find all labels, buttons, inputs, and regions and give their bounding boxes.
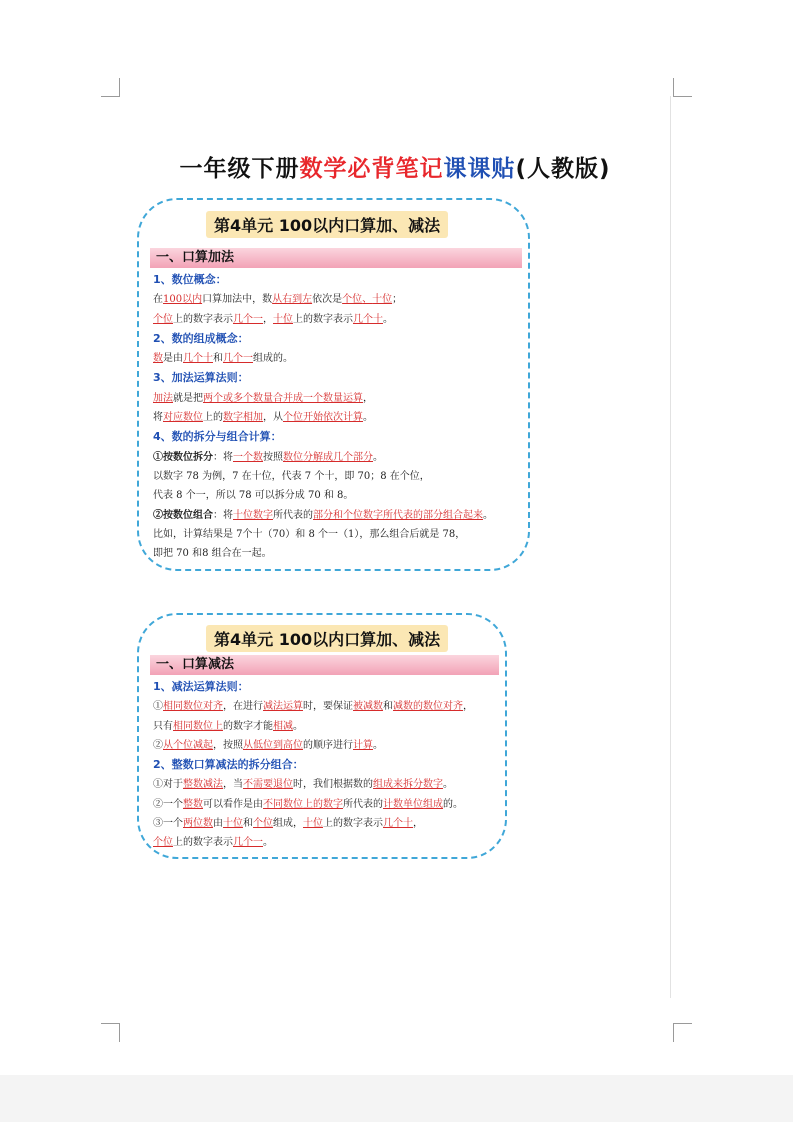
text-line	[153, 544, 493, 563]
text-fragment: 以数字 78 为例，7 在十位，代表 7 个十，即 70；8 在个位，	[153, 470, 430, 482]
key-term: 不需要退位	[243, 779, 293, 791]
text-fragment: 和	[243, 818, 253, 830]
text-fragment: ③一个	[153, 818, 183, 830]
key-term: 个位	[153, 313, 173, 325]
crop-mark-bottom-left	[101, 1023, 120, 1042]
key-term: 一个数	[233, 451, 263, 463]
text-fragment: ，	[363, 392, 373, 404]
key-term: 几个一	[223, 353, 253, 365]
key-term: 几个十	[353, 313, 383, 325]
text-fragment: 比如，计算结果是 7个十（70）和 8 个一（1），那么组合后就是 78，	[153, 528, 466, 540]
text-fragment: ：将	[213, 509, 233, 521]
crop-mark-top-left	[101, 78, 120, 97]
key-term: 个位	[153, 837, 173, 849]
text-line	[153, 389, 493, 408]
section-header: 一、口算加法	[150, 248, 522, 268]
unit-title: 第4单元 100以内口算加、减法	[206, 625, 448, 652]
page-edge-line	[670, 96, 671, 998]
text-fragment: ：将	[213, 451, 233, 463]
key-term: 十位	[223, 818, 243, 830]
key-term: 减数的数位对齐	[393, 701, 463, 713]
key-term: 个位	[342, 294, 363, 306]
text-fragment: ；	[392, 294, 403, 306]
text-fragment: 只有	[153, 720, 173, 732]
text-fragment: 依次是	[312, 294, 343, 306]
text-line	[153, 775, 473, 794]
key-term: 十位	[303, 818, 323, 830]
text-fragment: ，按照	[213, 739, 243, 751]
text-fragment: 2、数的组成概念：	[153, 331, 249, 345]
key-term: 十位数字	[233, 509, 273, 521]
text-line	[153, 814, 473, 833]
text-line	[153, 717, 473, 736]
key-term: 十位	[273, 313, 293, 325]
key-term: 两个或多个数量合并成一个数量运算	[203, 392, 363, 404]
text-fragment: ①对于	[153, 779, 183, 791]
key-term: 两位数	[183, 818, 213, 830]
text-fragment: 组成的。	[253, 353, 293, 365]
text-fragment: 2、整数口算减法的拆分组合：	[153, 758, 304, 772]
text-fragment: 在	[153, 294, 163, 306]
key-term: 几个十	[183, 353, 213, 365]
text-fragment: 。	[263, 837, 273, 849]
key-term: 相同数位上	[173, 720, 223, 732]
card-body	[153, 677, 473, 853]
text-fragment: 上的数字表示	[173, 313, 233, 325]
text-line	[153, 795, 473, 814]
text-fragment: 可以看作是由	[203, 798, 263, 810]
text-fragment: 和	[213, 353, 223, 365]
text-fragment: 1、数位概念：	[153, 273, 227, 286]
text-fragment: ，	[463, 701, 473, 713]
text-line	[153, 448, 493, 467]
key-term: 几个一	[233, 313, 263, 325]
text-fragment: 。	[363, 412, 373, 424]
text-fragment: 时，我们根据数的	[293, 779, 373, 791]
key-term: 不同数位上的数字	[263, 798, 343, 810]
text-fragment: 。	[383, 313, 393, 325]
key-term: 数字相加	[223, 412, 263, 424]
crop-mark-bottom-right	[673, 1023, 692, 1042]
key-term: 相减	[273, 720, 293, 732]
title-part4: (人教版)	[515, 156, 611, 182]
text-fragment: 的顺序进行	[303, 739, 353, 751]
key-term: 数	[153, 353, 163, 365]
text-fragment: 将	[153, 412, 163, 424]
crop-mark-top-right	[673, 78, 692, 97]
key-term: 从右到左	[272, 294, 313, 306]
text-fragment: 的数字才能	[223, 720, 273, 732]
text-fragment: 上的	[203, 412, 223, 424]
text-fragment: 。	[443, 779, 453, 791]
text-fragment: 由	[213, 818, 223, 830]
text-fragment: 按照	[263, 451, 283, 463]
text-fragment: 组成，	[273, 818, 303, 830]
text-line	[153, 349, 493, 368]
text-line	[153, 833, 473, 852]
key-term: 数位分解成几个部分	[283, 451, 373, 463]
note-card-addition	[137, 198, 530, 571]
text-fragment: ，当	[223, 779, 243, 791]
text-line	[153, 467, 493, 486]
key-term: 加法	[153, 392, 173, 404]
text-fragment: ，从	[263, 412, 283, 424]
key-term: 减法运算	[263, 701, 303, 713]
key-term: 整数减法	[183, 779, 223, 791]
text-fragment: 。	[373, 739, 383, 751]
text-fragment: 和	[383, 701, 393, 713]
heading-line	[153, 755, 473, 775]
page-title	[120, 150, 670, 183]
text-fragment: 。	[483, 509, 493, 521]
title-part3: 课课贴	[443, 156, 516, 182]
text-fragment: ，	[413, 818, 423, 830]
text-line	[153, 506, 493, 525]
key-term: 组成来拆分数字	[373, 779, 443, 791]
key-term: 十位	[372, 294, 393, 306]
text-fragment: 是由	[163, 353, 183, 365]
text-fragment: ②按数位组合	[153, 509, 213, 521]
section-header: 一、口算减法	[150, 655, 499, 675]
note-card-subtraction	[137, 613, 507, 859]
page-bottom-margin	[0, 1075, 793, 1122]
key-term: 计数单位组成	[383, 798, 443, 810]
key-term: 个位	[253, 818, 273, 830]
card-body	[153, 270, 493, 563]
title-part1: 一年级下册	[179, 156, 300, 182]
key-term: 、	[362, 294, 373, 306]
text-line	[153, 290, 493, 309]
text-fragment: ①按数位拆分	[153, 451, 213, 463]
key-term: 从个位减起	[163, 739, 213, 751]
text-line	[153, 736, 473, 755]
key-term: 100以内	[163, 294, 203, 306]
text-fragment: 上的数字表示	[173, 837, 233, 849]
heading-line	[153, 329, 493, 349]
text-fragment: 所代表的	[273, 509, 313, 521]
text-fragment: 。	[373, 451, 383, 463]
heading-line	[153, 368, 493, 388]
text-line	[153, 697, 473, 716]
title-part2: 数学必背笔记	[299, 156, 444, 182]
text-fragment: 4、数的拆分与组合计算：	[153, 430, 282, 444]
key-term: 几个一	[233, 837, 263, 849]
text-line	[153, 408, 493, 427]
unit-title: 第4单元 100以内口算加、减法	[206, 211, 448, 238]
key-term: 整数	[183, 798, 203, 810]
text-fragment: 1、减法运算法则：	[153, 680, 249, 693]
text-fragment: 的。	[443, 798, 463, 810]
key-term: 对应数位	[163, 412, 203, 424]
text-fragment: 口算加法中，数	[202, 294, 273, 306]
text-fragment: ，	[263, 313, 273, 325]
text-line	[153, 310, 493, 329]
key-term: 从低位到高位	[243, 739, 303, 751]
text-fragment: ，在进行	[223, 701, 263, 713]
text-fragment: 时，要保证	[303, 701, 353, 713]
heading-line	[153, 270, 493, 290]
key-term: 相同数位对齐	[163, 701, 223, 713]
text-fragment: ②一个	[153, 798, 183, 810]
key-term: 个位开始依次计算	[283, 412, 363, 424]
text-fragment: 就是把	[173, 392, 203, 404]
text-fragment: 上的数字表示	[323, 818, 383, 830]
key-term: 几个十	[383, 818, 413, 830]
key-term: 部分和个位数字所代表的部分组合起来	[313, 509, 483, 521]
text-fragment: 即把 70 和8 组合在一起。	[153, 548, 272, 560]
heading-line	[153, 427, 493, 447]
text-line	[153, 486, 493, 505]
text-fragment: 3、加法运算法则：	[153, 371, 249, 385]
text-fragment: 所代表的	[343, 798, 383, 810]
text-fragment: 上的数字表示	[293, 313, 353, 325]
text-fragment: ②	[153, 739, 163, 751]
heading-line	[153, 677, 473, 697]
text-fragment: ①	[153, 701, 163, 713]
key-term: 计算	[353, 739, 373, 751]
text-fragment: 。	[293, 720, 303, 732]
text-fragment: 代表 8 个一，所以 78 可以拆分成 70 和 8。	[153, 490, 354, 502]
key-term: 被减数	[353, 701, 383, 713]
text-line	[153, 525, 493, 544]
